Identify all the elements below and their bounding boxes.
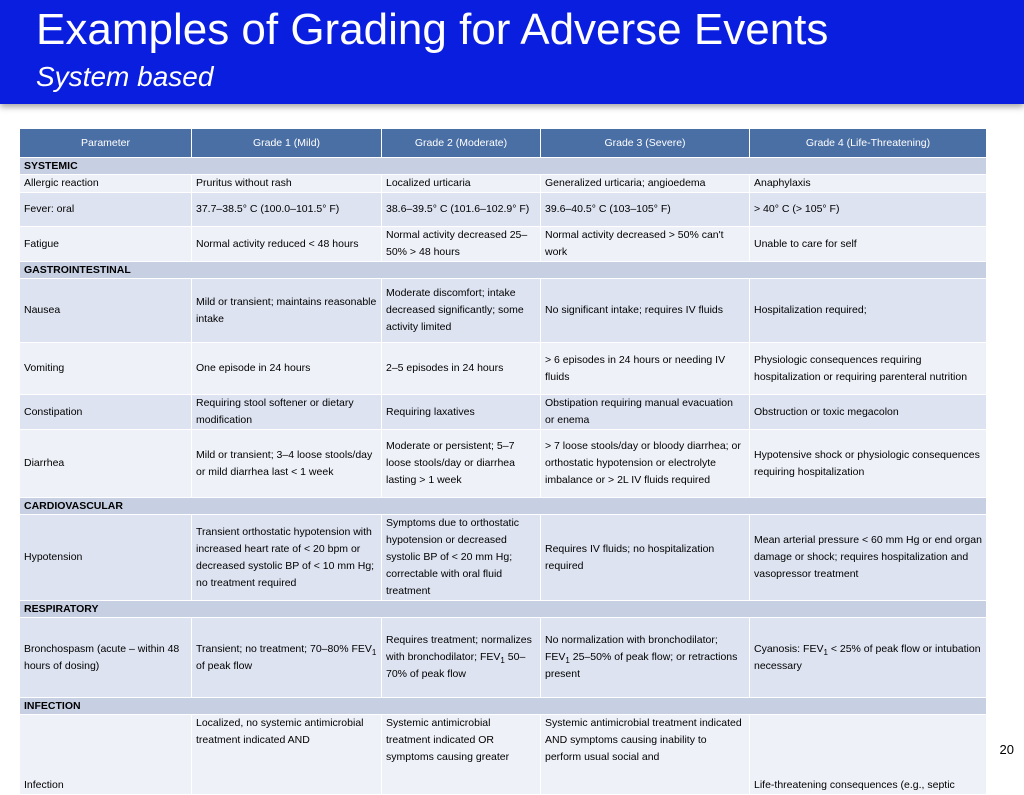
grade-cell: Generalized urticaria; angioedema	[541, 175, 750, 193]
column-header: Grade 2 (Moderate)	[382, 129, 541, 158]
grade-cell: 38.6–39.5° C (101.6–102.9° F)	[382, 193, 541, 227]
column-header: Grade 3 (Severe)	[541, 129, 750, 158]
section-title: CARDIOVASCULAR	[20, 498, 987, 515]
grade-cell: Mild or transient; 3–4 loose stools/day or mild diarrhea last < 1 week	[192, 430, 382, 498]
table-row	[20, 515, 987, 601]
section-row	[20, 158, 987, 175]
grade-cell: Requiring stool softener or dietary modification	[192, 395, 382, 430]
grade-cell	[192, 618, 382, 698]
rich-text: Cyanosis: $FEV_1 < 25\%$ of peak flow or intubation necessary	[754, 642, 981, 672]
grade-cell: 37.7–38.5° C (100.0–101.5° F)	[192, 193, 382, 227]
parameter-cell: Infection	[20, 715, 192, 795]
grade-cell	[750, 618, 987, 698]
parameter-cell: Allergic reaction	[20, 175, 192, 193]
rich-text: Requires treatment; normalizes with bronchodilator; $FEV_1$ 50–70% of peak flow	[386, 634, 532, 680]
section-row	[20, 262, 987, 279]
table-row	[20, 618, 987, 698]
grade-cell: Pruritus without rash	[192, 175, 382, 193]
rich-text: No normalization with bronchodilator; $FEV_1$ 25–50% of peak flow; or retractions present	[545, 634, 738, 680]
column-header: Grade 1 (Mild)	[192, 129, 382, 158]
parameter-cell: Diarrhea	[20, 430, 192, 498]
grade-cell: Normal activity reduced < 48 hours	[192, 227, 382, 262]
grade-cell: > 6 episodes in 24 hours or needing IV fluids	[541, 343, 750, 395]
grade-cell: Mild or transient; maintains reasonable intake	[192, 279, 382, 343]
parameter-cell: Vomiting	[20, 343, 192, 395]
grade-cell: Life-threatening consequences (e.g., septic	[750, 715, 987, 795]
section-row	[20, 601, 987, 618]
grade-cell: Localized urticaria	[382, 175, 541, 193]
table-row	[20, 193, 987, 227]
section-row	[20, 698, 987, 715]
grade-cell: Moderate discomfort; intake decreased significantly; some activity limited	[382, 279, 541, 343]
grade-cell: Hospitalization required;	[750, 279, 987, 343]
table-row	[20, 175, 987, 193]
table-row	[20, 715, 987, 795]
parameter-cell: Fever: oral	[20, 193, 192, 227]
rich-text: Transient; no treatment; 70–80% $FEV_1$ of peak flow	[196, 642, 377, 672]
table-row	[20, 430, 987, 498]
grade-cell: Normal activity decreased 25–50% > 48 hours	[382, 227, 541, 262]
grade-cell: Mean arterial pressure < 60 mm Hg or end organ damage or shock; requires hospitalization and vasopressor treatment	[750, 515, 987, 601]
grade-cell: Physiologic consequences requiring hospitalization or requiring parenteral nutrition	[750, 343, 987, 395]
section-title: RESPIRATORY	[20, 601, 987, 618]
grade-cell: Moderate or persistent; 5–7 loose stools/day or diarrhea lasting > 1 week	[382, 430, 541, 498]
grade-cell: Obstipation requiring manual evacuation or enema	[541, 395, 750, 430]
slide-subtitle: System based	[36, 61, 214, 92]
grade-cell: Requiring laxatives	[382, 395, 541, 430]
grade-cell: > 7 loose stools/day or bloody diarrhea; or orthostatic hypotension or electrolyte imbalance or > 2L IV fluids required	[541, 430, 750, 498]
grade-cell: Localized, no systemic antimicrobial treatment indicated AND	[192, 715, 382, 795]
grade-cell: One episode in 24 hours	[192, 343, 382, 395]
parameter-cell: Bronchospasm (acute – within 48 hours of dosing)	[20, 618, 192, 698]
grade-cell: 39.6–40.5° C (103–105° F)	[541, 193, 750, 227]
grade-cell: 2–5 episodes in 24 hours	[382, 343, 541, 395]
slide-title: Examples of Grading for Adverse Events	[36, 5, 829, 54]
parameter-cell: Constipation	[20, 395, 192, 430]
grade-cell: Anaphylaxis	[750, 175, 987, 193]
section-row	[20, 498, 987, 515]
grade-cell: Systemic antimicrobial treatment indicated AND symptoms causing inability to perform usual social and	[541, 715, 750, 795]
table-header-row	[20, 129, 987, 158]
grade-cell	[541, 618, 750, 698]
grade-cell: Normal activity decreased > 50% can't work	[541, 227, 750, 262]
grade-cell	[382, 618, 541, 698]
table-row	[20, 279, 987, 343]
grade-cell: > 40° C (> 105° F)	[750, 193, 987, 227]
section-title: INFECTION	[20, 698, 987, 715]
grade-cell: Symptoms due to orthostatic hypotension or decreased systolic BP of < 20 mm Hg; correctable with oral fluid treatment	[382, 515, 541, 601]
page-number: 20	[999, 742, 1014, 757]
table-row	[20, 227, 987, 262]
parameter-cell: Nausea	[20, 279, 192, 343]
grade-cell: Transient orthostatic hypotension with increased heart rate of < 20 bpm or decreased systolic BP of < 10 mm Hg; no treatment required	[192, 515, 382, 601]
table-row	[20, 343, 987, 395]
grade-cell: Systemic antimicrobial treatment indicated OR symptoms causing greater	[382, 715, 541, 795]
grade-cell: Requires IV fluids; no hospitalization required	[541, 515, 750, 601]
grade-cell: No significant intake; requires IV fluids	[541, 279, 750, 343]
grade-cell: Obstruction or toxic megacolon	[750, 395, 987, 430]
section-title: GASTROINTESTINAL	[20, 262, 987, 279]
grade-cell: Hypotensive shock or physiologic consequences requiring hospitalization	[750, 430, 987, 498]
column-header: Grade 4 (Life-Threatening)	[750, 129, 987, 158]
table-row	[20, 395, 987, 430]
column-header: Parameter	[20, 129, 192, 158]
parameter-cell: Hypotension	[20, 515, 192, 601]
section-title: SYSTEMIC	[20, 158, 987, 175]
grade-cell: Unable to care for self	[750, 227, 987, 262]
slide-header	[0, 0, 1024, 104]
adverse-events-table	[19, 128, 987, 795]
parameter-cell: Fatigue	[20, 227, 192, 262]
